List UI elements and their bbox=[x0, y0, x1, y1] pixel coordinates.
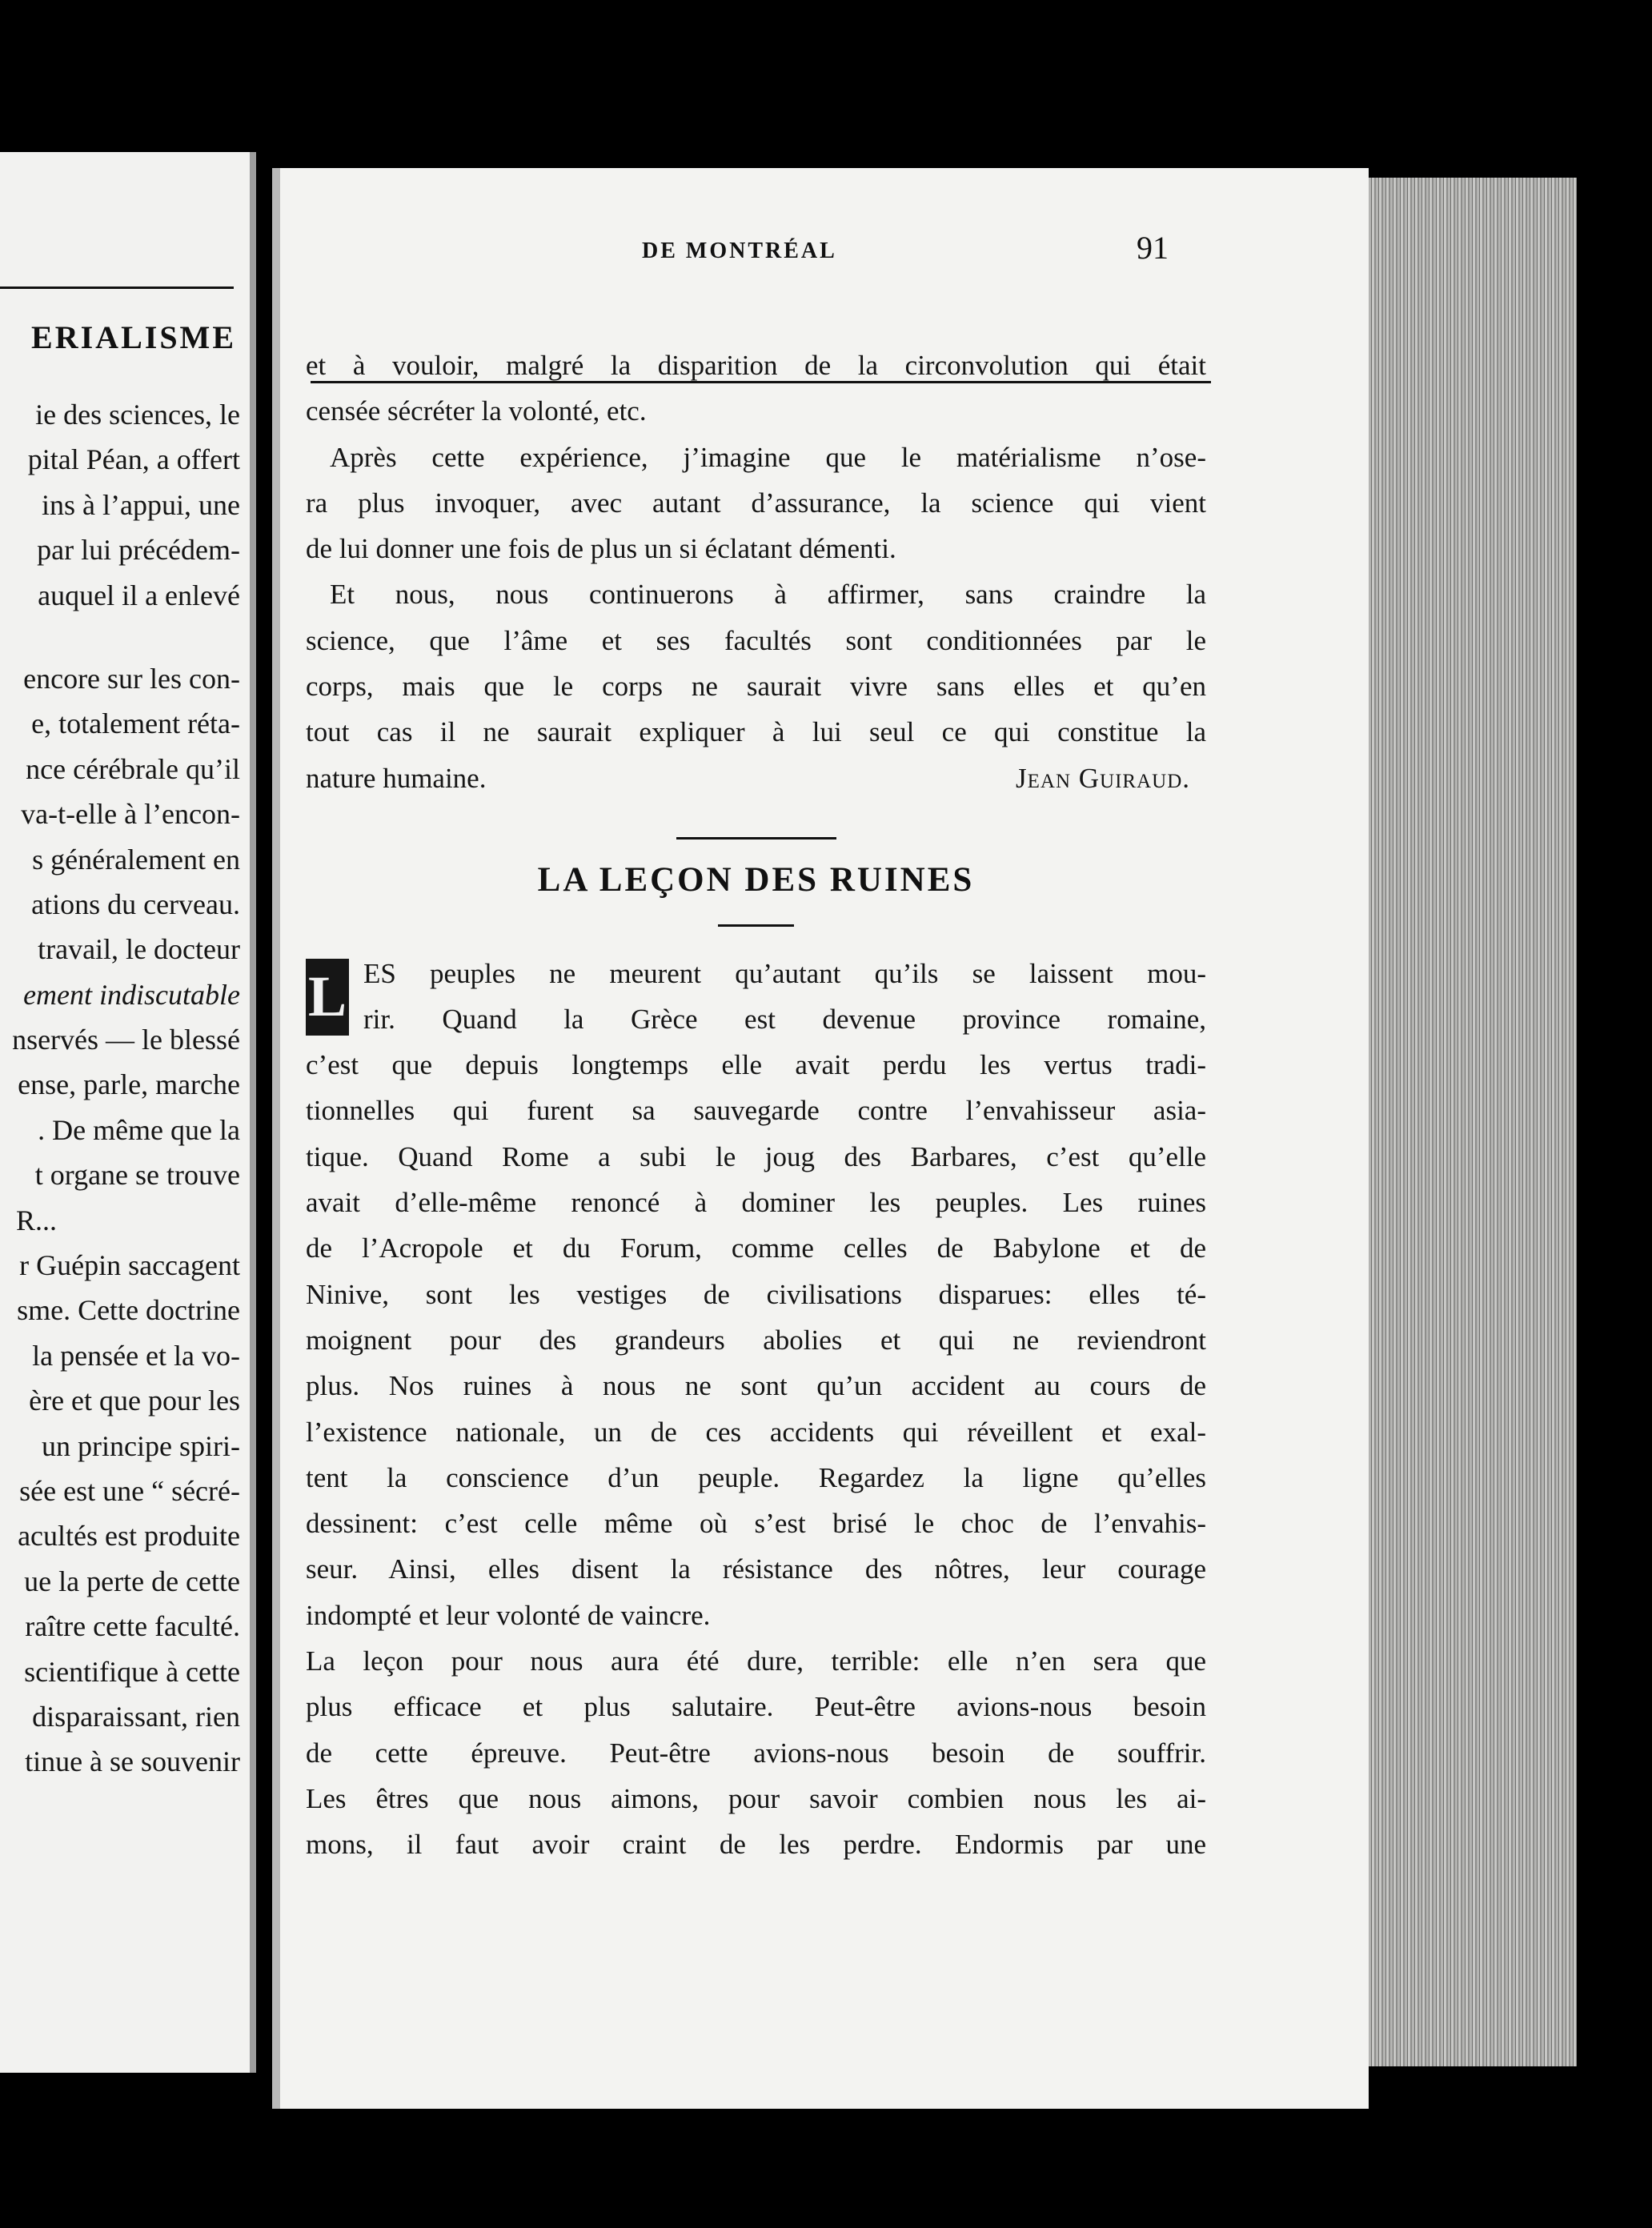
left-line: sme. Cette doctrine bbox=[17, 1294, 240, 1327]
left-line: ins à l’appui, une bbox=[42, 488, 240, 521]
left-line: raître cette faculté. bbox=[25, 1610, 240, 1643]
left-line: t organe se trouve bbox=[34, 1159, 240, 1192]
right-page bbox=[272, 168, 1369, 2109]
left-line: par lui précédem- bbox=[37, 534, 240, 567]
left-line: ue la perte de cette bbox=[24, 1565, 240, 1597]
text-line: de lui donner une fois de plus un si éclatant démenti. bbox=[306, 533, 896, 565]
text-line: ra plus invoquer, avec autant d’assurance, la science qui vient bbox=[306, 487, 1206, 519]
drop-cap-paragraph bbox=[306, 951, 1206, 1043]
text-line: censée sécréter la volonté, etc. bbox=[306, 395, 647, 427]
left-line: s généralement en bbox=[32, 843, 240, 876]
text-line: plus. Nos ruines à nous ne sont qu’un accident au cours de bbox=[306, 1370, 1206, 1402]
left-page bbox=[0, 152, 256, 2073]
left-line: un principe spiri- bbox=[42, 1429, 240, 1462]
text-line: corps, mais que le corps ne saurait vivre sans elles et qu’en bbox=[306, 671, 1206, 703]
left-line: . De même que la bbox=[38, 1113, 240, 1146]
text-line: tout cas il ne saurait expliquer à lui seul ce qui constitue la bbox=[306, 716, 1206, 748]
left-line: e, totalement réta- bbox=[31, 707, 240, 740]
left-line: va-t-elle à l’encon- bbox=[21, 798, 240, 831]
text-line: Les êtres que nous aimons, pour savoir combien nous les ai- bbox=[306, 1782, 1206, 1814]
body-text bbox=[306, 343, 1206, 1868]
left-line: travail, le docteur bbox=[38, 933, 240, 966]
left-line: pital Péan, a offert bbox=[27, 443, 240, 476]
text-line: dessinent: c’est celle même où s’est brisé le choc de l’envahis- bbox=[306, 1508, 1206, 1540]
left-line: ations du cerveau. bbox=[31, 888, 240, 920]
left-line: ense, parle, marche bbox=[18, 1068, 240, 1101]
section-title: LA LEÇON DES RUINES bbox=[537, 861, 975, 900]
paragraph bbox=[306, 343, 1206, 435]
text-line: mons, il faut avoir craint de les perdre. Endormis par une bbox=[306, 1829, 1206, 1861]
title-underline bbox=[718, 924, 794, 927]
paragraph bbox=[306, 1638, 1206, 1867]
left-line: nservés — le blessé bbox=[12, 1024, 240, 1056]
text-line: Après cette expérience, j’imagine que le matérialisme n’ose- bbox=[330, 441, 1206, 473]
drop-cap: L bbox=[306, 959, 349, 1036]
left-line: la pensée et la vo- bbox=[32, 1339, 240, 1372]
text-line: l’existence nationale, un de ces accidents qui réveillent et exal- bbox=[306, 1416, 1206, 1448]
text-line: de cette épreuve. Peut-être avions-nous besoin de souffrir. bbox=[306, 1737, 1206, 1769]
author-name: Jean Guiraud. bbox=[1016, 762, 1190, 794]
text-line: seur. Ainsi, elles disent la résistance des nôtres, leur courage bbox=[306, 1553, 1206, 1585]
page-edges bbox=[1365, 178, 1577, 2066]
paragraph bbox=[306, 435, 1206, 572]
left-paragraph-gap bbox=[0, 618, 247, 656]
text-line: c’est que depuis longtemps elle avait perdu les vertus tradi- bbox=[306, 1049, 1206, 1081]
left-line: ie des sciences, le bbox=[35, 399, 240, 431]
page-number: 91 bbox=[1137, 230, 1169, 266]
text-line: tionnelles qui furent sa sauvegarde contre l’envahisseur asia- bbox=[306, 1095, 1206, 1127]
text-line: plus efficace et plus salutaire. Peut-être avions-nous besoin bbox=[306, 1691, 1206, 1723]
left-line: nce cérébrale qu’il bbox=[26, 752, 240, 785]
left-line: encore sur les con- bbox=[23, 662, 240, 695]
text-line: La leçon pour nous aura été dure, terrible: elle n’en sera que bbox=[306, 1645, 1206, 1677]
text-line: nature humaine. bbox=[306, 762, 487, 794]
text-line: moignent pour des grandeurs abolies et qui ne reviendront bbox=[306, 1324, 1206, 1356]
text-line: tique. Quand Rome a subi le joug des Barbares, c’est qu’elle bbox=[306, 1140, 1206, 1172]
section-divider bbox=[676, 837, 836, 840]
left-line: ère et que pour les bbox=[29, 1384, 240, 1417]
text-line: avait d’elle-même renoncé à dominer les peuples. Les ruines bbox=[306, 1187, 1206, 1219]
left-line: auquel il a enlevé bbox=[38, 579, 240, 611]
left-page-title: ERIALISME bbox=[31, 319, 236, 355]
left-line: disparaissant, rien bbox=[32, 1700, 240, 1733]
left-line: sée est une “ sécré- bbox=[19, 1474, 240, 1507]
text-line: science, que l’âme et ses facultés sont conditionnées par le bbox=[306, 624, 1206, 656]
text-line: de l’Acropole et du Forum, comme celles de Babylone et de bbox=[306, 1232, 1206, 1264]
left-page-text bbox=[0, 392, 247, 1785]
text-line: tent la conscience d’un peuple. Regardez la ligne qu’elles bbox=[306, 1461, 1206, 1493]
text-line: rir. Quand la Grèce est devenue province romaine, bbox=[363, 1003, 1206, 1035]
left-line: r Guépin saccagent bbox=[19, 1249, 240, 1282]
left-line: scientifique à cette bbox=[24, 1655, 240, 1688]
text-line: Ninive, sont les vestiges de civilisations disparues: elles té- bbox=[306, 1278, 1206, 1310]
text-line: et à vouloir, malgré la disparition de la circonvolution qui était bbox=[306, 350, 1206, 381]
left-header-rule bbox=[0, 287, 234, 289]
left-line: tinue à se souvenir bbox=[25, 1745, 240, 1778]
text-line: ES peuples ne meurent qu’autant qu’ils se laissent mou- bbox=[363, 957, 1206, 989]
text-line: indompté et leur volonté de vaincre. bbox=[306, 1599, 711, 1631]
left-line: R... bbox=[16, 1204, 58, 1236]
paragraph bbox=[306, 1042, 1206, 1638]
left-line: ement indiscutable bbox=[23, 978, 240, 1011]
text-line: Et nous, nous continuerons à affirmer, sans craindre la bbox=[330, 579, 1206, 611]
running-head: DE MONTRÉAL bbox=[642, 238, 837, 263]
left-line: acultés est produite bbox=[18, 1520, 240, 1553]
